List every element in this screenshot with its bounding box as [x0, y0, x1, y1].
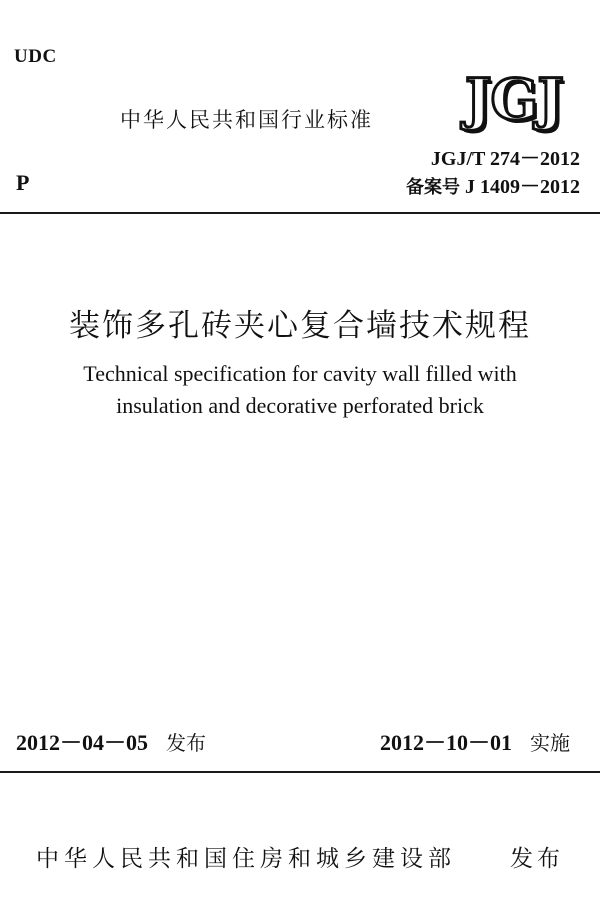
standard-code-block	[406, 145, 580, 202]
implement-date-block	[380, 726, 570, 757]
title-english-line-1: Technical specification for cavity wall filled with	[83, 361, 517, 386]
standard-number: JGJ/T 274－2012	[430, 148, 580, 170]
title-chinese: 装饰多孔砖夹心复合墙技术规程	[69, 308, 531, 344]
title-english-line-2: insulation and decorative perforated brick	[116, 393, 484, 418]
industry-standard-heading: 中华人民共和国行业标准	[120, 108, 373, 132]
implement-label: 实施	[530, 731, 571, 755]
publish-date: 2012－04－05	[16, 730, 149, 755]
issuing-action: 发布	[510, 846, 564, 872]
title-english	[0, 358, 600, 422]
classification-code: P	[16, 170, 30, 195]
udc-label: UDC	[14, 46, 57, 67]
record-prefix: 备案号	[406, 177, 460, 198]
record-number-line	[406, 173, 580, 202]
top-divider	[0, 212, 600, 214]
bottom-divider	[0, 771, 600, 773]
record-number: J 1409－2012	[465, 176, 580, 198]
issuing-authority: 中华人民共和国住房和城乡建设部	[36, 846, 456, 872]
jgj-logo: JGJ	[465, 67, 563, 133]
publish-date-block	[16, 726, 206, 757]
publish-label: 发布	[166, 731, 207, 755]
implement-date: 2012－10－01	[380, 730, 513, 755]
